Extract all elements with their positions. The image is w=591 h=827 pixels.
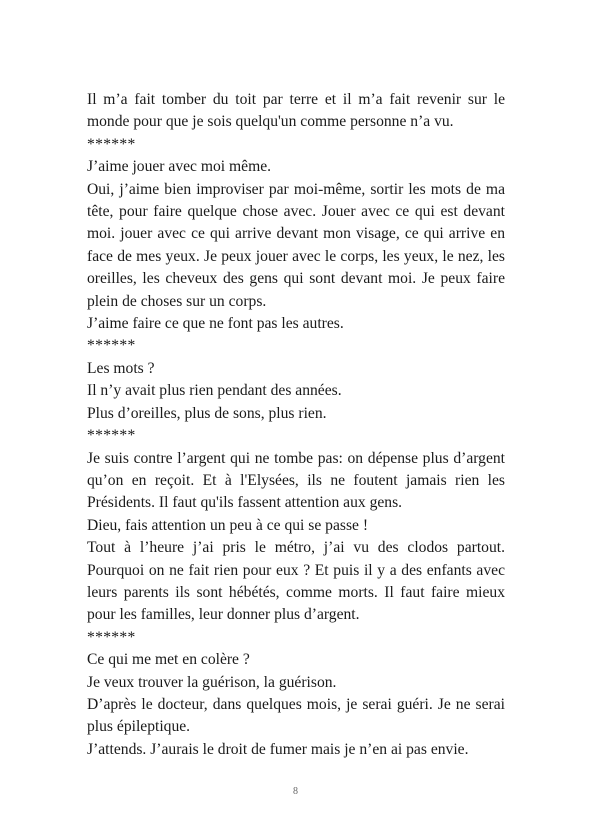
- paragraph: Les mots ?: [87, 359, 155, 377]
- paragraph: Oui, j’aime bien improviser par moi-même, sortir les mots de ma tête, pour faire quelque chose avec. Jouer avec ce qui est devant moi. jouer avec ce qui arrive devant mon visage, ce qui arrive en face de mes yeux. Je peux jouer avec le corps, les yeux, le nez, les oreilles, les cheveux des gens qui sont devant moi. Je peux faire plein de choses sur un corps.: [87, 180, 505, 310]
- paragraph: Il m’a fait tomber du toit par terre et il m’a fait revenir sur le monde pour que je sois quelqu'un comme personne n’a vu.: [87, 91, 505, 131]
- section-separator: ******: [87, 628, 136, 646]
- paragraph: Ce qui me met en colère ?: [87, 651, 250, 669]
- paragraph: Il n’y avait plus rien pendant des années.: [87, 382, 342, 400]
- page-number: 8: [293, 786, 298, 797]
- paragraph: J’aime jouer avec moi même.: [87, 158, 272, 176]
- section-separator: ******: [87, 337, 136, 355]
- paragraph: D’après le docteur, dans quelques mois, je serai guéri. Je ne serai plus épileptique.: [87, 695, 505, 736]
- paragraph: Dieu, fais attention un peu à ce qui se passe !: [87, 516, 369, 534]
- paragraph: J’aime faire ce que ne font pas les autres.: [87, 315, 344, 333]
- paragraph: Je veux trouver la guérison, la guérison.: [87, 673, 337, 691]
- body-text: [87, 89, 505, 761]
- paragraph: J’attends. J’aurais le droit de fumer mais je n’en ai pas envie.: [87, 740, 469, 758]
- section-separator: ******: [87, 135, 136, 153]
- section-separator: ******: [87, 427, 136, 445]
- paragraph: Plus d’oreilles, plus de sons, plus rien.: [87, 404, 327, 422]
- paragraph: Tout à l’heure j’ai pris le métro, j’ai vu des clodos partout. Pourquoi on ne fait rien pour eux ? Et puis il y a des enfants avec leurs parents ils sont hébétés, comme morts. Il faut faire mieux pour les familles, leur donner plus d’argent.: [87, 539, 505, 624]
- paragraph: Je suis contre l’argent qui ne tombe pas: on dépense plus d’argent qu’on en reçoit. Et à l'Elysées, ils ne foutent jamais rien les Présidents. Il faut qu'ils fassent attention aux gens.: [87, 449, 505, 512]
